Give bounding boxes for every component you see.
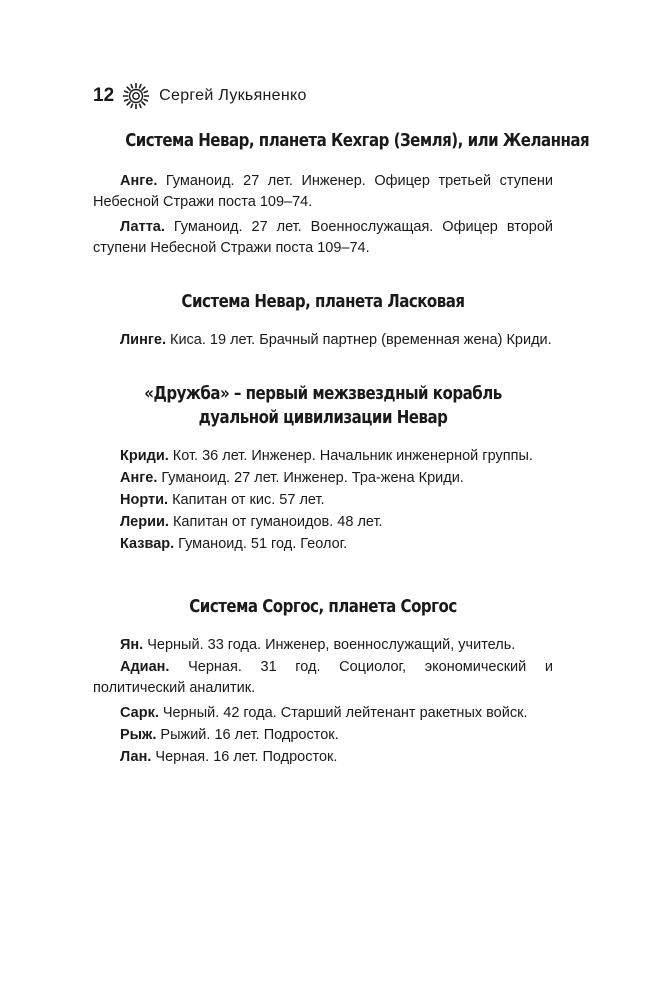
- character-entry: [93, 725, 553, 746]
- character-name: Линге.: [120, 332, 166, 348]
- character-list: [93, 635, 553, 768]
- character-list: [93, 171, 553, 259]
- character-list: [93, 446, 553, 555]
- character-description: Гуманоид. 51 год. Геолог.: [174, 536, 348, 552]
- character-name: Лерии.: [120, 514, 169, 530]
- section-title: Система Невар, планета Ласковая: [181, 292, 465, 312]
- character-list: [93, 330, 553, 351]
- section-title: «Дружба» – первый межзвездный корабль: [144, 384, 502, 404]
- character-entry: [93, 171, 553, 213]
- character-description: Черная. 16 лет. Подросток.: [151, 749, 338, 765]
- character-description: Рыжий. 16 лет. Подросток.: [156, 727, 339, 743]
- section-nevar-kehgar: [93, 129, 590, 263]
- character-entry: [93, 657, 553, 699]
- character-description: Черный. 42 года. Старший лейтенант ракетных войск.: [158, 705, 528, 721]
- running-head: [93, 82, 307, 110]
- character-entry: [93, 703, 553, 724]
- character-description: Черная. 31 год. Социолог, экономический и политический аналитик.: [93, 659, 553, 696]
- character-name: Анге.: [120, 173, 158, 189]
- character-entry: [93, 217, 553, 259]
- character-description: Кот. 36 лет. Инженер. Начальник инженерной группы.: [168, 448, 533, 464]
- section-nevar-laskovaya: [93, 290, 553, 352]
- character-entry: [93, 635, 553, 656]
- character-description: Киса. 19 лет. Брачный партнер (временная жена) Криди.: [165, 332, 552, 348]
- character-name: Сарк.: [120, 705, 159, 721]
- character-description: Капитан от гуманоидов. 48 лет.: [168, 514, 383, 530]
- section-sorgos: [93, 595, 553, 769]
- character-entry: [93, 468, 553, 489]
- character-entry: [93, 490, 553, 511]
- section-title-line-2: дуальной цивилизации Невар: [198, 408, 448, 428]
- character-description: Гуманоид. 27 лет. Военнослужащая. Офицер второй ступени Небесной Стражи поста 109–74.: [93, 219, 553, 256]
- character-description: Гуманоид. 27 лет. Инженер. Офицер третьей ступени Небесной Стражи поста 109–74.: [93, 173, 553, 210]
- character-name: Ян.: [120, 637, 144, 653]
- character-name: Адиан.: [120, 659, 170, 675]
- author-name: Сергей Лукьяненко: [159, 87, 307, 104]
- section-title: Система Невар, планета Кехгар (Земля), или Желанная: [125, 131, 590, 151]
- character-name: Криди.: [120, 448, 169, 464]
- section-druzhba-ship: [93, 382, 553, 556]
- sun-ornament-icon: [122, 82, 150, 110]
- page-number: 12: [93, 85, 115, 106]
- character-name: Рыж.: [120, 727, 157, 743]
- character-description: Черный. 33 года. Инженер, военнослужащий, учитель.: [143, 637, 516, 653]
- character-entry: [93, 512, 553, 533]
- character-name: Латта.: [120, 219, 165, 235]
- character-name: Норти.: [120, 492, 169, 508]
- character-description: Капитан от кис. 57 лет.: [168, 492, 325, 508]
- character-entry: [93, 330, 553, 351]
- character-name: Анге.: [120, 470, 158, 486]
- character-name: Казвар.: [120, 536, 175, 552]
- character-entry: [93, 446, 553, 467]
- character-name: Лан.: [120, 749, 152, 765]
- section-title: Система Соргос, планета Соргос: [189, 597, 457, 617]
- character-entry: [93, 747, 553, 768]
- character-description: Гуманоид. 27 лет. Инженер. Тра-жена Криди.: [157, 470, 464, 486]
- character-entry: [93, 534, 553, 555]
